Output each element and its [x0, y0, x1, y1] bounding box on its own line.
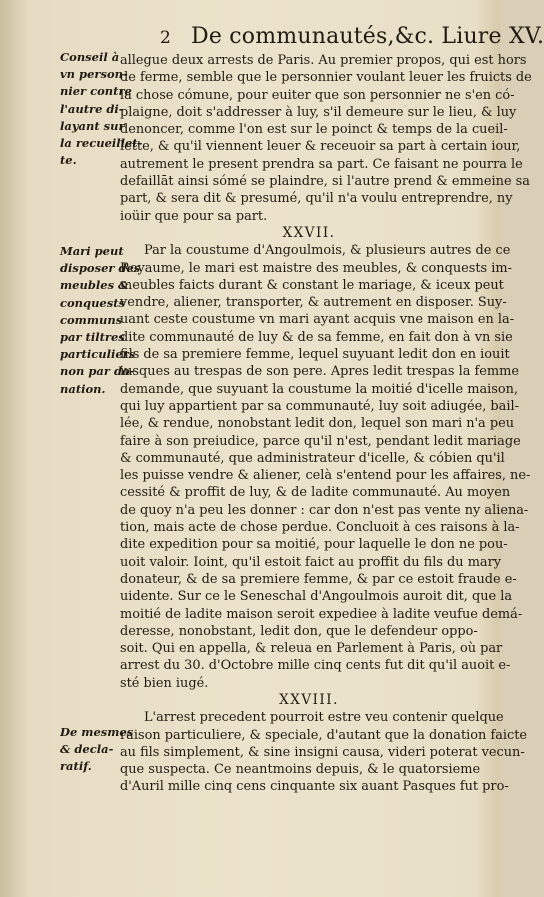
text-line: Par la coustume d'Angoulmois, & plusieurs autres de ce: [144, 243, 511, 259]
text-line: dite expedition pour sa moitié, pour laquelle le don ne pou-: [120, 537, 508, 553]
text-line: uidente. Sur ce le Seneschal d'Angoulmois auroit dit, que la: [120, 589, 513, 605]
margin-note-line: communs: [60, 312, 123, 327]
text-line: ioüir que pour sa part.: [120, 208, 268, 224]
section-number: XXVIII.: [279, 691, 339, 708]
text-line: allegue deux arrests de Paris. Au premier propos, qui est hors: [120, 53, 527, 68]
text-line: demande, que suyuant la coustume la moitié d'icelle maison,: [120, 381, 519, 397]
text-line: sté bien iugé.: [120, 675, 209, 691]
margin-note-2: [60, 243, 141, 398]
margin-note-line: De mesmes: [60, 725, 134, 739]
margin-note-line: particuliers: [60, 347, 136, 362]
page-number: 2: [160, 28, 171, 48]
running-title: De communautés,&c. Liure XV.: [191, 24, 544, 49]
text-line: cessité & proffit de luy, & de ladite communauté. Au moyen: [120, 485, 511, 501]
margin-note-line: layant sur: [60, 118, 125, 133]
text-line: fils de sa premiere femme, lequel suyuant ledit don en iouit: [120, 347, 510, 363]
text-line: que suspecta. Ce neantmoins depuis, & le quatorsieme: [120, 762, 481, 778]
text-line: L'arrest precedent pourroit estre veu contenir quelque: [144, 710, 504, 726]
section-number: XXVII.: [282, 224, 336, 241]
margin-note-line: nation.: [60, 381, 106, 396]
text-line: deresse, nonobstant, ledit don, que le defendeur oppo-: [120, 623, 478, 639]
margin-note-line: te.: [60, 153, 77, 168]
text-line: raison particuliere, & speciale, d'autant que la donation faicte: [120, 727, 528, 743]
margin-note-line: l'autre di-: [60, 101, 124, 116]
text-line: vendre, aliener, transporter, & autrement en disposer. Suy-: [120, 295, 507, 311]
margin-note-line: disposer des: [60, 261, 141, 276]
margin-note-line: ratif.: [60, 759, 92, 774]
text-line: Royaume, le mari est maistre des meubles, & conquests im-: [120, 260, 512, 276]
margin-note-line: nier contre: [60, 84, 132, 99]
text-line: autrement le present prendra sa part. Ce faisant ne pourra le: [120, 156, 523, 172]
text-line: lette, & qu'il viennent leuer & receuoir sa part à certain iour,: [120, 139, 521, 155]
paragraph: [120, 709, 528, 795]
paragraph: [120, 242, 531, 692]
margin-note-line: conquests: [60, 295, 126, 310]
text-line: qui luy appartient par sa communauté, luy soit adiugée, bail-: [120, 398, 519, 414]
text-line: au fils simplement, & sine insigni causa, videri poterat vecun-: [120, 744, 525, 760]
margin-note-line: la recueillet-: [60, 136, 143, 151]
margin-note-3: [60, 724, 134, 776]
text-line: plaigne, doit s'addresser à luy, s'il demeure sur le lieu, & luy: [120, 104, 517, 120]
text-line: & communauté, que administrateur d'icelle, & cóbien qu'il: [120, 450, 505, 466]
text-line: donateur, & de sa premiere femme, & par ce estoit fraude e-: [120, 571, 517, 587]
margin-note-line: vn person-: [60, 67, 128, 82]
text-line: denoncer, comme l'on est sur le poinct & temps de la cueil-: [120, 122, 508, 138]
text-line: meubles faicts durant & constant le mariage, & iceux peut: [120, 277, 504, 293]
margin-note-line: par tiltres: [60, 330, 125, 345]
text-line: dite communauté de luy & de sa femme, en fait don à vn sie: [120, 329, 513, 345]
margin-note-line: Conseil à: [60, 50, 120, 64]
text-line: de quoy n'a peu les donner : car don n'est pas vente ny aliena-: [120, 502, 529, 518]
text-line: moitié de ladite maison seroit expediee à ladite veufue demá-: [120, 606, 523, 622]
text-line: lée, & rendue, nonobstant ledit don, lequel son mari n'a peu: [120, 416, 515, 432]
text-line: les puisse vendre & aliener, celà s'entend pour les affaires, ne-: [120, 468, 531, 484]
text-line: faire à son preiudice, parce qu'il n'est, pendant ledit mariage: [120, 433, 521, 449]
text-line: arrest du 30. d'Octobre mille cinq cents fut dit qu'il auoit e-: [120, 658, 511, 674]
text-line: uant ceste coustume vn mari ayant acquis vne maison en la-: [120, 312, 515, 328]
text-line: uoit valoir. Ioint, qu'il estoit faict au proffit du fils du mary: [120, 554, 502, 570]
text-line: soit. Qui en appella, & releua en Parlement à Paris, où par: [120, 641, 503, 657]
body-text: [120, 52, 532, 796]
margin-note-line: & decla-: [60, 742, 114, 757]
margin-note-line: non par do-: [60, 364, 135, 379]
margin-note-1: [60, 49, 143, 169]
text-line: de ferme, semble que le personnier voulant leuer les fruicts de: [120, 70, 532, 86]
margin-note-line: Mari peut: [60, 244, 124, 258]
text-line: tion, mais acte de chose perdue. Concluoit à ces raisons à la-: [120, 520, 520, 536]
text-line: defaillāt ainsi sómé se plaindre, si l'autre prend & emmeine sa: [120, 174, 530, 190]
text-line: la chose cómune, pour euiter que son personnier ne s'en có-: [120, 87, 515, 103]
text-line: part, & sera dit & presumé, qu'il n'a voulu entreprendre, ny: [120, 191, 513, 207]
paragraph: [120, 52, 532, 225]
text-line: iusques au trespas de son pere. Apres ledit trespas la femme: [120, 364, 519, 380]
margin-note-line: meubles &: [60, 278, 129, 293]
text-line: d'Auril mille cinq cens cinquante six auant Pasques fut pro-: [120, 779, 509, 795]
